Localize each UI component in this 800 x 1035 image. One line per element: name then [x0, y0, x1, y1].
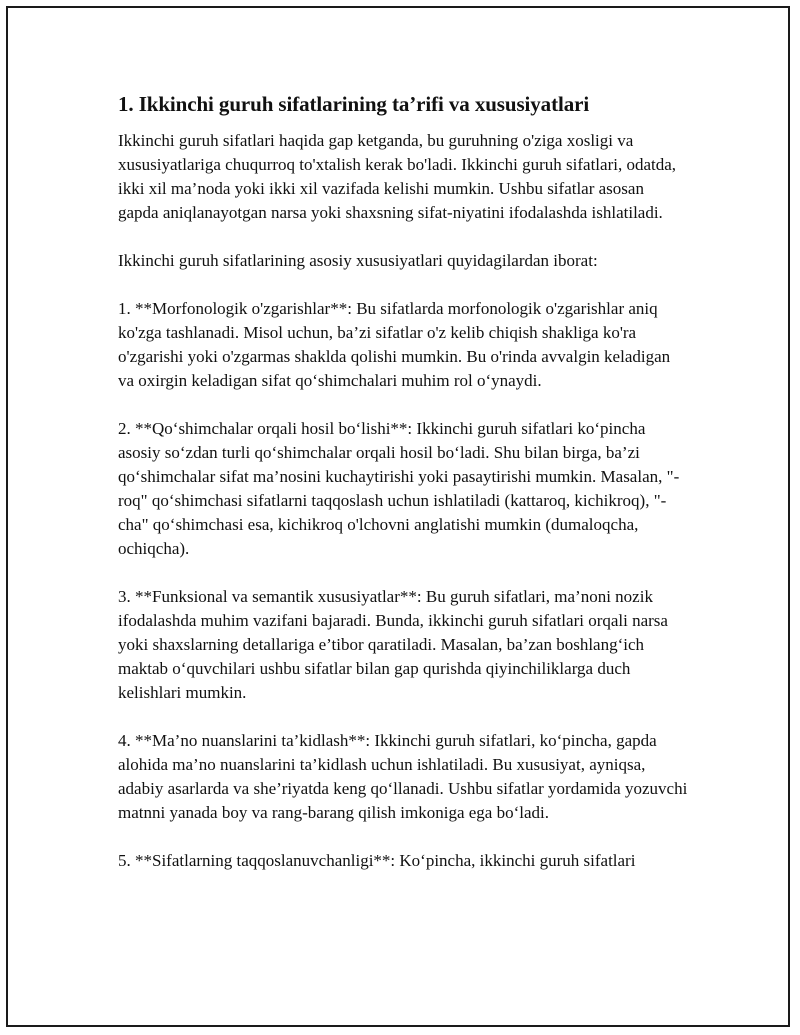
intro-paragraph: Ikkinchi guruh sifatlari haqida gap ketganda, bu guruhning o'ziga xosligi va xususiyatlariga chuqurroq to'xtalish kerak bo'ladi. Ikkinchi guruh sifatlari, odatda, ikki xil ma’noda yoki ikki xil vazifada kelishi mumkin. Ushbu sifatlar asosan gapda aniqlanayotgan narsa yoki shaxsning sifat-niyatini ifodalashda ishlatiladi. [118, 131, 677, 222]
document-body [118, 90, 688, 897]
list-lead-paragraph: Ikkinchi guruh sifatlarining asosiy xususiyatlari quyidagilardan iborat: [118, 251, 598, 270]
list-item-5-paragraph: 5. **Sifatlarning taqqoslanuvchanligi**: Ko‘pincha, ikkinchi guruh sifatlari [118, 851, 636, 870]
list-item-2-paragraph: 2. **Qo‘shimchalar orqali hosil bo‘lishi**: Ikkinchi guruh sifatlari ko‘pincha asosiy so‘zdan turli qo‘shimchalar orqali hosil bo‘ladi. Shu bilan birga, ba’zi qo‘shimchalar sifat ma’nosini kuchaytirishi yoki pasaytirishi mumkin. Masalan, "-roq" qo‘shimchasi sifatlarni taqqoslash uchun ishlatiladi (kattaroq, kichikroq), "-cha" qo‘shimchasi esa, kichikroq o'lchovni anglatishi mumkin (dumaloqcha, ochiqcha). [118, 419, 680, 558]
section-title: 1. Ikkinchi guruh sifatlarining ta’rifi va xususiyatlari [118, 92, 590, 116]
list-item-1-paragraph: 1. **Morfonologik o'zgarishlar**: Bu sifatlarda morfonologik o'zgarishlar aniq ko'zga tashlanadi. Misol uchun, ba’zi sifatlar o'z kelib chiqish shakliga ko'ra o'zgarishi yoki o'zgarmas shaklda qolishi mumkin. Bu o'rinda avvalgin keladigan va oxirgin keladigan sifat qo‘shimchalari muhim rol o‘ynaydi. [118, 299, 671, 390]
list-item-3-paragraph: 3. **Funksional va semantik xususiyatlar**: Bu guruh sifatlari, ma’noni nozik ifodalashda muhim vazifani bajaradi. Bunda, ikkinchi guruh sifatlari orqali narsa yoki shaxslarning detallariga e’tibor qaratiladi. Masalan, ba’zan boshlang‘ich maktab o‘quvchilari ushbu sifatlar bilan gap qurishda qiyinchiliklarga duch kelishlari mumkin. [118, 587, 668, 702]
list-item-4-paragraph: 4. **Ma’no nuanslarini ta’kidlash**: Ikkinchi guruh sifatlari, ko‘pincha, gapda alohida ma’no nuanslarini ta’kidlash uchun ishlatiladi. Bu xususiyat, ayniqsa, adabiy asarlarda va she’riyatda keng qo‘llanadi. Ushbu sifatlar yordamida yozuvchi matnni yanada boy va rang-barang qilish imkoniga ega bo‘ladi. [118, 731, 688, 822]
